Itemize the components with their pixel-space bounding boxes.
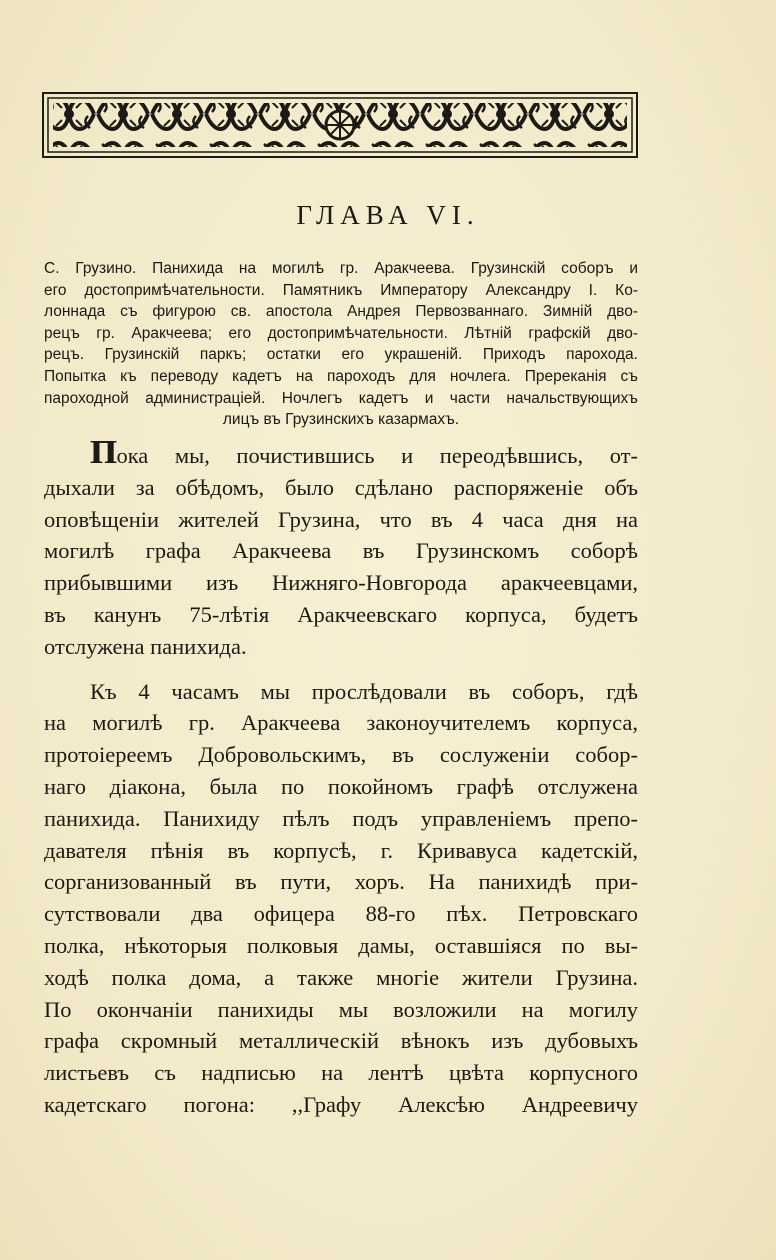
text-line: въ канунъ 75-лѣтія Аракчеевскаго корпуса, будетъ	[44, 601, 638, 627]
paragraph-2	[44, 676, 638, 1121]
paragraph-1	[44, 434, 638, 663]
text-line: могилѣ графа Аракчеева въ Грузинскомъ соборѣ	[44, 538, 638, 564]
text-line	[44, 434, 638, 472]
text-line: давателя пѣнія въ корпусѣ, г. Кривавуса кадетскій,	[44, 837, 638, 863]
text-line: оповѣщеніи жителей Грузина, что въ 4 часа дня на	[44, 506, 638, 532]
summary-line: его достопримѣчательности. Памятникъ Императору Александру I. Ко-	[44, 281, 638, 299]
summary-line: рецъ. Грузинскій паркъ; остатки его украшеній. Приходъ парохода.	[44, 346, 638, 364]
text-line: сорганизованный въ пути, хоръ. На панихидѣ при-	[44, 869, 638, 895]
text-line: графа скромный металлическій вѣнокъ изъ дубовыхъ	[44, 1028, 638, 1054]
text-line: дыхали за обѣдомъ, было сдѣлано распоряженіе объ	[44, 474, 638, 500]
summary-line: рецъ гр. Аракчеева; его достопримѣчательности. Лѣтній графскій дво-	[44, 324, 638, 342]
text-line: По окончаніи панихиды мы возложили на могилу	[44, 996, 638, 1022]
text-line: протоіереемъ Добровольскимъ, въ сослуженіи собор-	[44, 742, 638, 768]
summary-line: пароходной администраціей. Ночлегъ кадетъ и части начальствующихъ	[44, 389, 638, 407]
text-line: наго діакона, была по покойномъ графѣ отслужена	[44, 773, 638, 799]
summary-line: Попытка къ переводу кадетъ на пароходъ для ночлега. Пререканія съ	[44, 367, 638, 385]
text-line: отслужена панихида.	[44, 633, 247, 659]
chapter-title: ГЛАВА VI.	[296, 200, 480, 230]
first-line-text: ока мы, почистившись и переодѣвшись, от-	[116, 443, 638, 468]
summary-line: лоннада съ фигурою св. апостола Андрея Первозваннаго. Зимній дво-	[44, 303, 638, 321]
summary-line: С. Грузино. Панихида на могилѣ гр. Аракчеева. Грузинскій соборъ и	[44, 260, 638, 277]
ornamental-headpiece	[42, 92, 638, 158]
text-line: кадетскаго погона: ,,Графу Алексѣю Андреевичу	[44, 1091, 638, 1117]
text-line: листьевъ съ надписью на лентѣ цвѣта корпусного	[44, 1060, 638, 1086]
text-line: панихида. Панихиду пѣлъ подъ управленіемъ препо-	[44, 805, 638, 831]
text-line: прибывшими изъ Нижняго-Новгорода аракчеевцами,	[44, 570, 638, 596]
text-line: полка, нѣкоторыя полковыя дамы, оставшіяся по вы-	[44, 932, 638, 958]
drop-cap-letter: П	[90, 434, 117, 471]
chapter-summary	[44, 258, 638, 431]
text-line: Къ 4 часамъ мы прослѣдовали въ соборъ, гдѣ	[90, 678, 638, 704]
text-line: на могилѣ гр. Аракчеева законоучителемъ корпуса,	[44, 710, 638, 736]
body-text	[44, 434, 638, 1121]
text-line: сутствовали два офицера 88-го пѣх. Петровскаго	[44, 901, 638, 927]
text-line: ходѣ полка дома, а также многіе жители Грузина.	[44, 964, 638, 990]
summary-line: лицъ въ Грузинскихъ казармахъ.	[222, 411, 460, 429]
